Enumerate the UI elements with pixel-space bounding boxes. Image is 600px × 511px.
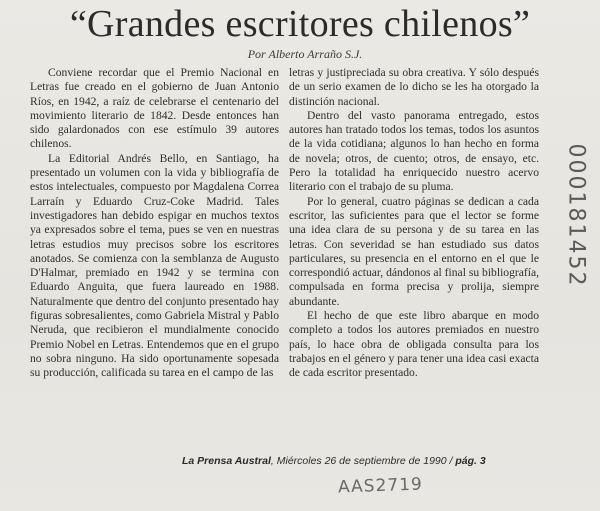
page-footer — [182, 455, 542, 467]
article-column-left — [30, 66, 279, 381]
article-title: “Grandes escritores chilenos” — [69, 3, 531, 45]
paragraph: El hecho de que este libro abarque en modo completo a todos los autores premiados en nuestro país, lo hace obra de obligada consulta para los trabajos en el género y para tener una idea casi exacta de cada escritor presentado. — [289, 309, 539, 380]
paragraph: La Editorial Andrés Bello, en Santiago, ha presentado un volumen con la vida y bibliografía de estos intelectuales, compuesto por Magdalena Correa Larraín y Eduardo Cruz-Coke Madrid. Tales investigadores han debido espigar en muchos textos ya expresados sobre el tema, pues se ven en nuestras letras estudios muy precisos sobre los escritores anotados. Se comienza con la semblanza de Augusto D'Halmar, premiado en 1942 y se termina con Eduardo Anguita, que fuera laureado en 1988. Naturalmente que dentro del conjunto presentado hay figuras sobresalientes, como Gabriela Mistral y Pablo Neruda, que recibieron el mundialmente conocido Premio Nobel en Letras. Entendemos que en el grupo no sobra ninguno. Ha sido oportunamente sopesada su producción, calificada su tarea en el campo de las — [30, 151, 279, 380]
article-column-right — [289, 66, 539, 381]
paragraph: Por lo general, cuatro páginas se dedican a cada escritor, las suficientes para que el lector se forme una idea clara de su persona y de su tarea en las letras. Con severidad se han estudiado sus datos particulares, su presencia en el entorno en el que le correspondió actuar, dándonos al final su bibliografía, compulsada en forma precisa y prolija, siempre abundante. — [289, 194, 540, 308]
paragraph: Conviene recordar que el Premio Nacional en Letras fue creado en el gobierno de Juan Antonio Ríos, en 1942, a raíz de celebrarse el centenario del movimiento literario de 1842. Desde entonces han sido galardonados con ese estímulo 39 autores chilenos. — [30, 66, 279, 151]
article-byline: Por Alberto Arraño S.J. — [247, 47, 363, 61]
paragraph: Dentro del vasto panorama entregado, estos autores han tratado todos los temas, todos los asuntos de la vida cotidiana; algunos lo han hecho en forma de novela; otros, de cuento; otros, de ensayo, etc. Pero la totalidad ha enriquecido nuestro acervo literario con el trabajo de su pluma. — [289, 108, 539, 194]
publication-date: , Miércoles 26 de septiembre de 1990 / — [270, 455, 456, 467]
page-number: pág. 3 — [455, 455, 486, 467]
publication-name: La Prensa Austral — [182, 455, 271, 467]
handwritten-archive-code: AAS2719 — [337, 474, 424, 498]
handwritten-side-number: 000181452 — [563, 143, 589, 287]
paragraph: letras y justipreciada su obra creativa. Y sólo después de un serio examen de lo dicho se les ha otorgado la distinción nacional. — [289, 66, 539, 108]
